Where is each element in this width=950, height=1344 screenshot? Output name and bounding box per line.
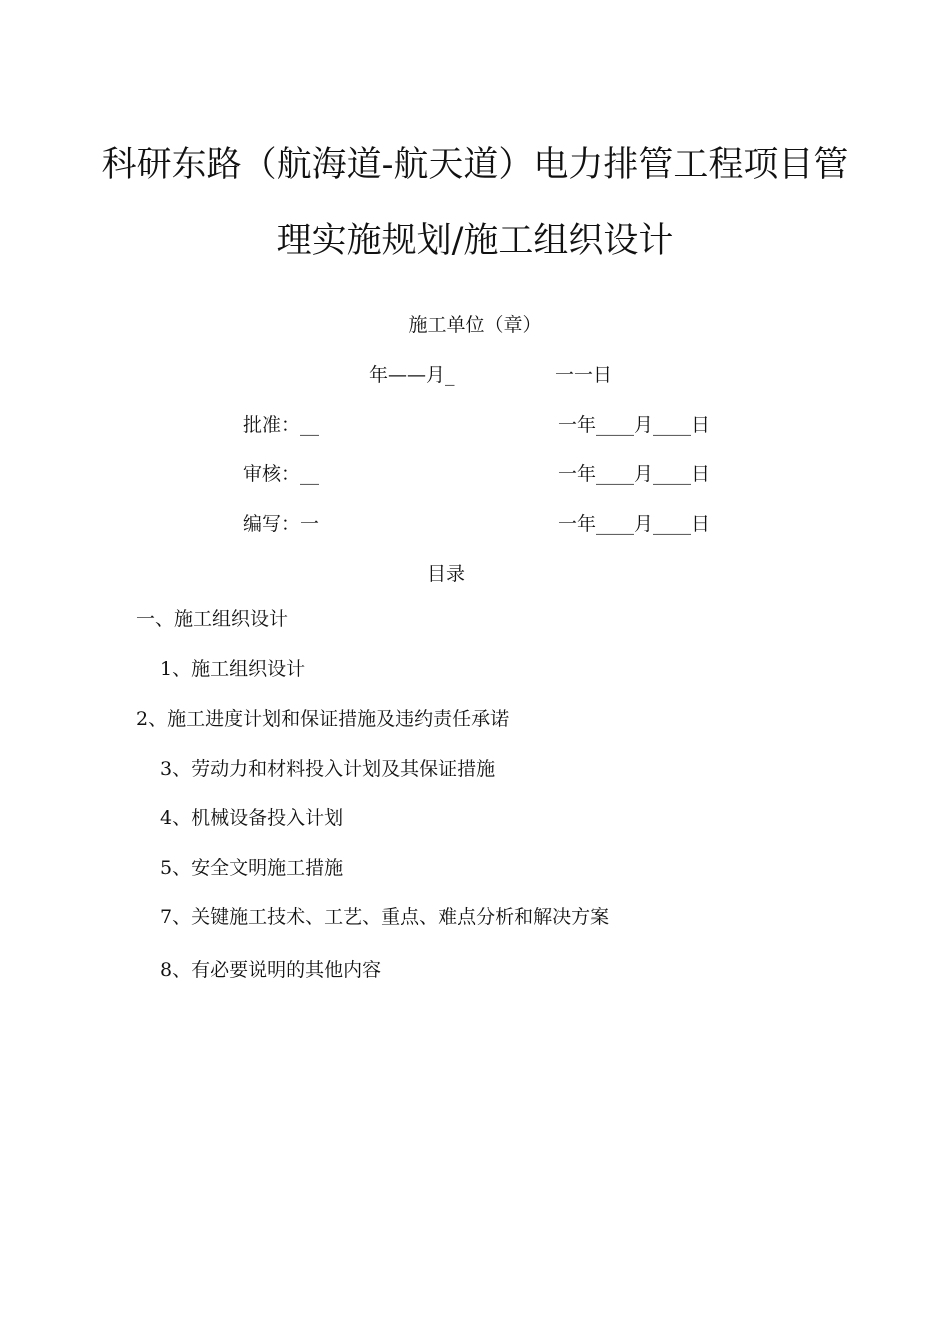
approve-label: 批准：__ <box>243 414 320 436</box>
toc-item: 4、机械设备投入计划 <box>160 807 344 829</box>
document-title-line-2: 理实施规划/施工组织设计 <box>276 221 674 261</box>
toc-item: 一、施工组织设计 <box>136 608 289 630</box>
toc-item: 5、安全文明施工措施 <box>160 857 344 879</box>
toc-item: 7、关键施工技术、工艺、重点、难点分析和解决方案 <box>160 906 610 928</box>
toc-item: 8、有必要说明的其他内容 <box>160 959 382 981</box>
approve-date: 一年____月____日 <box>558 414 711 436</box>
author-label: 编写：一 <box>243 513 320 535</box>
toc-item: 2、施工进度计划和保证措施及违约责任承诺 <box>136 708 510 730</box>
construction-unit-label: 施工单位（章） <box>408 314 542 336</box>
author-date: 一年____月____日 <box>558 513 711 535</box>
review-date: 一年____月____日 <box>558 463 711 485</box>
document-title-line-1: 科研东路（航海道-航天道）电力排管工程项目管 <box>101 145 849 185</box>
review-label: 审核：__ <box>243 463 320 485</box>
date-line-right: 一一日 <box>555 364 613 386</box>
toc-item: 1、施工组织设计 <box>160 658 306 680</box>
toc-item: 3、劳动力和材料投入计划及其保证措施 <box>160 758 496 780</box>
date-line-left: 年——月_ <box>369 364 455 386</box>
toc-heading: 目录 <box>427 563 466 585</box>
